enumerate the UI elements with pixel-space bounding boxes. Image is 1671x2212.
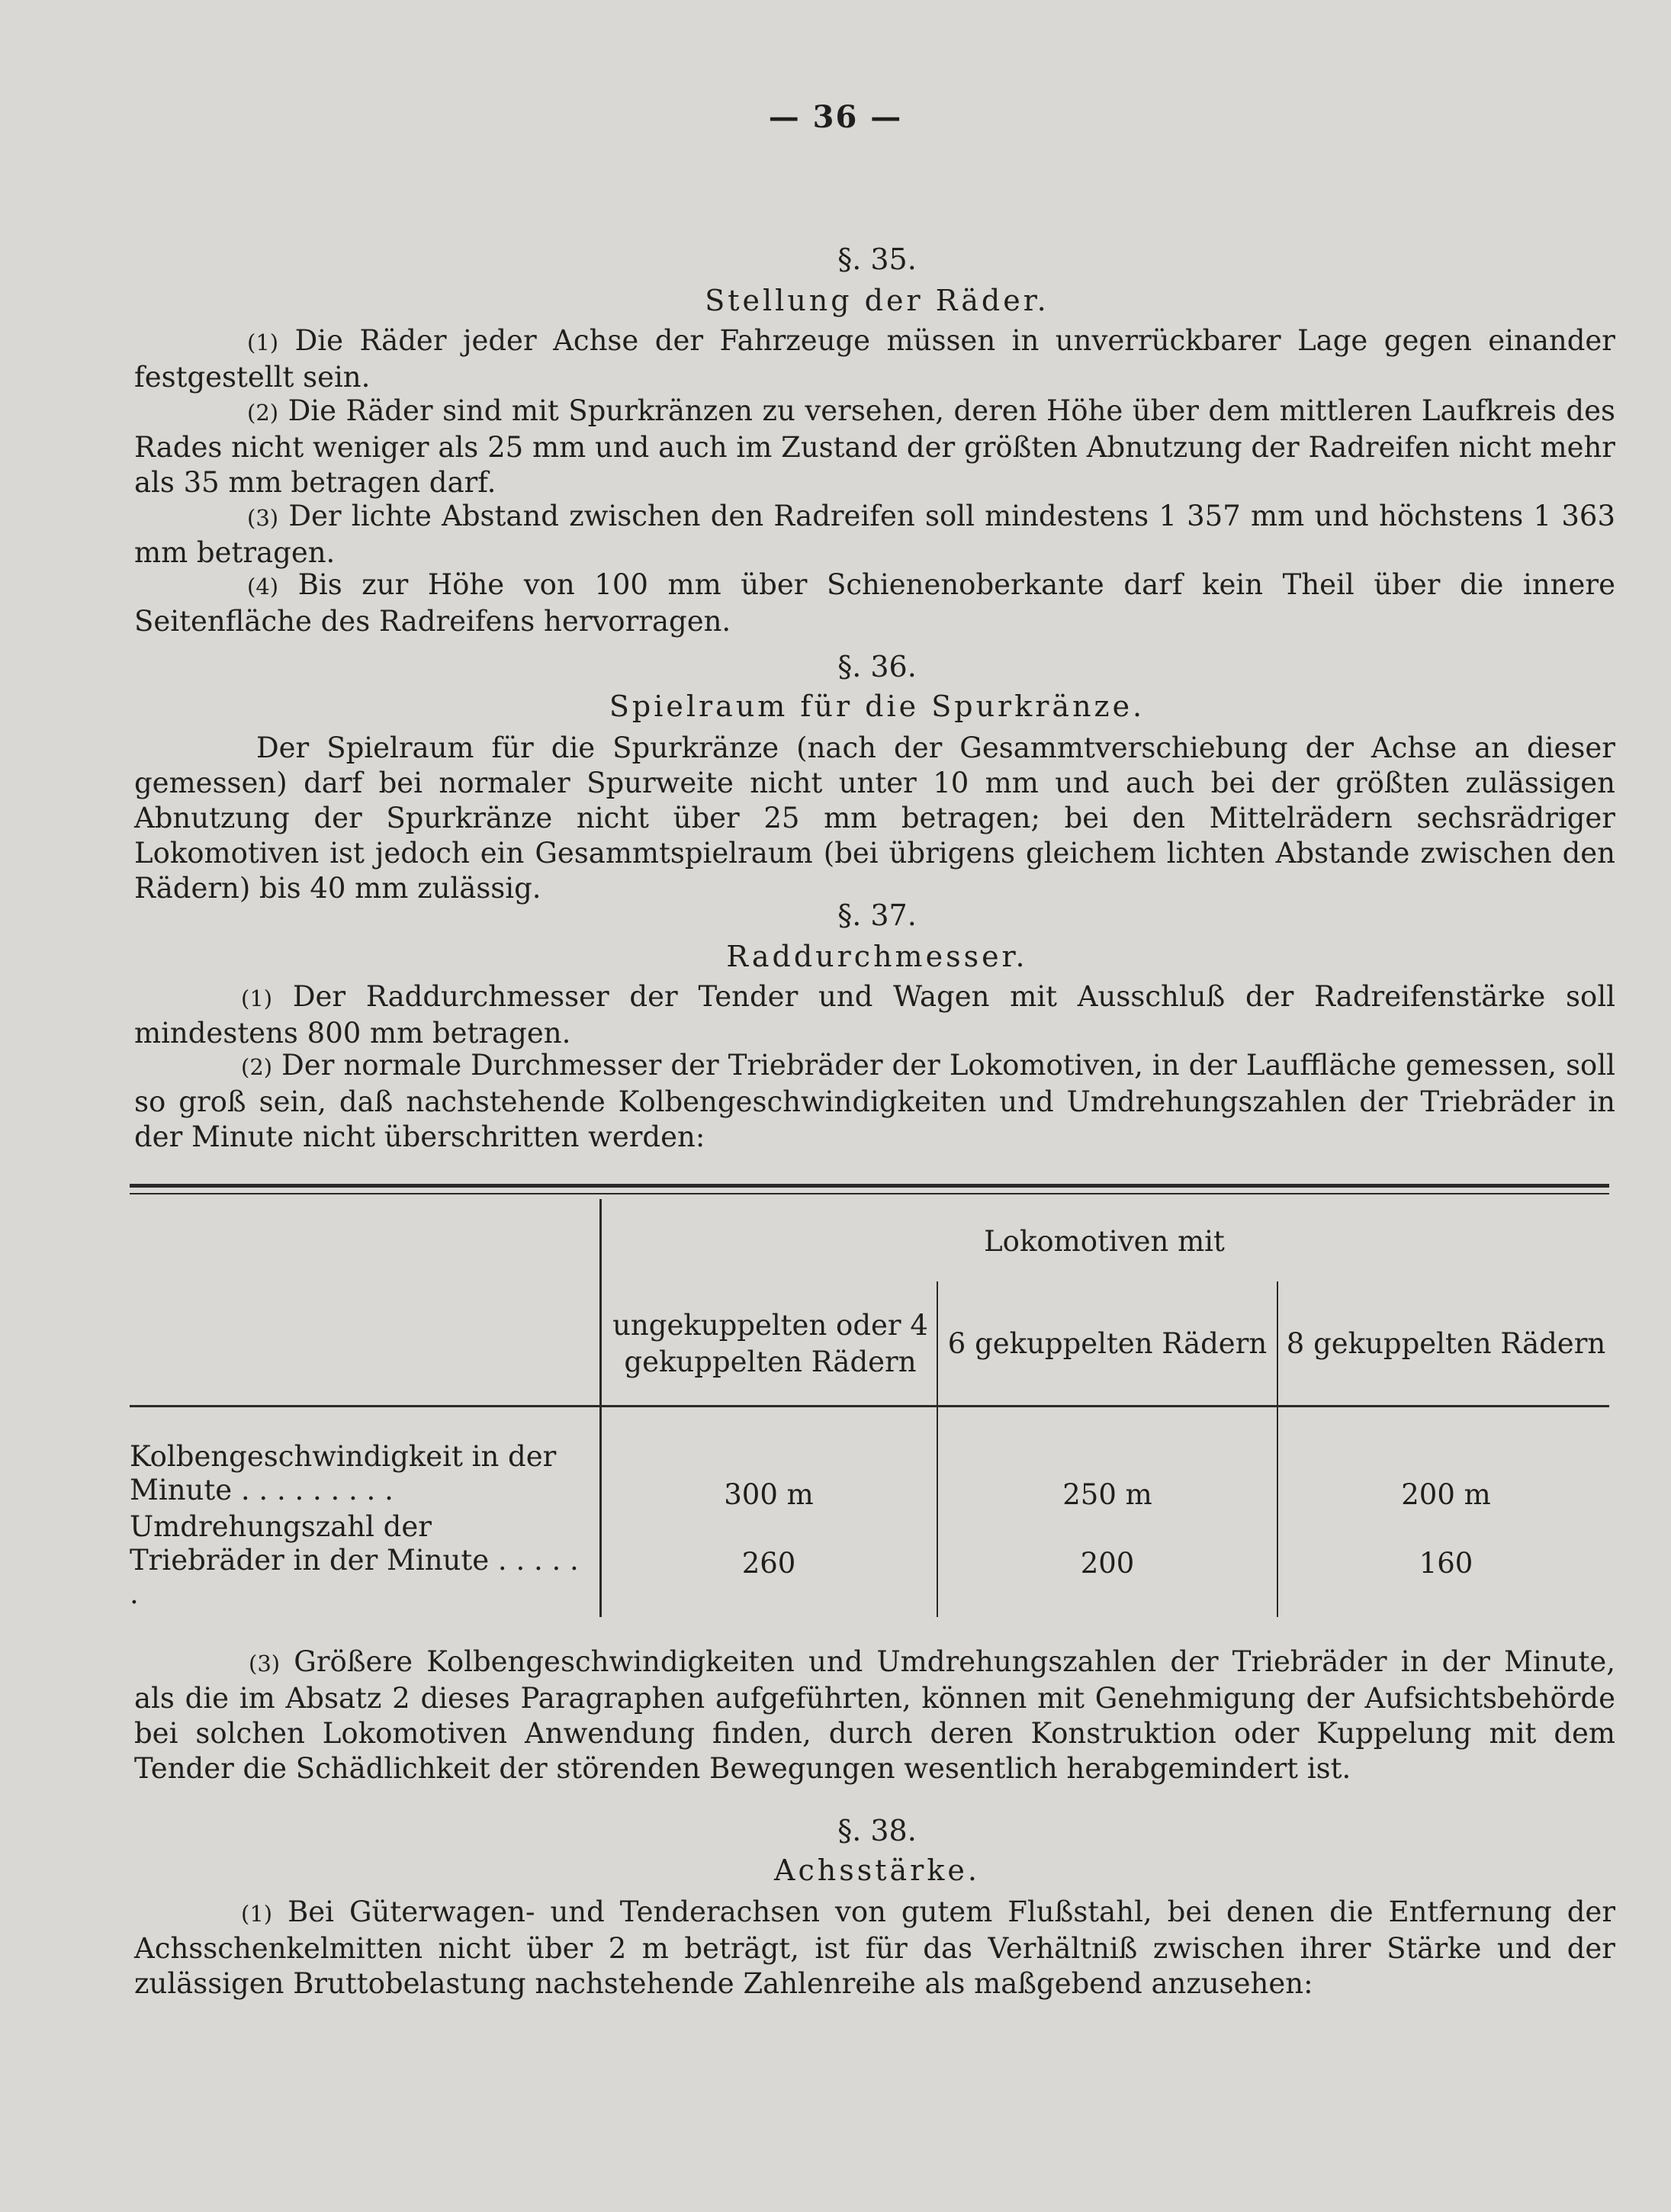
section-38-number: §. 38. [837,1814,917,1847]
table-col2-header: 6 gekuppelten Rädern [947,1327,1268,1360]
section-37-paragraph-1 [134,979,1615,1051]
section-37-paragraph-3 [134,1645,1615,1786]
paragraph-text: Größere Kolbengeschwindigkeiten und Umdrehungszahlen der Triebräder in der Minute, als die im Absatz 2 dieses Paragraphen aufgeführten, können mit Genehmigung der Aufsichtsbehörde bei solchen Lokomotiven Anwendung finden, durch deren Konstruktion oder Kuppelung mit dem Tender die Schädlichkeit der störenden Bewegungen wesentlich herabgemindert ist. [134,1645,1616,1785]
section-38-paragraph-1 [134,1895,1615,2001]
section-35-number: §. 35. [837,243,917,276]
paragraph-text: Der lichte Abstand zwischen den Radreifen soll mindestens 1 357 mm und höchstens 1 363 mm betragen. [134,500,1615,569]
table-row2-col2: 200 [1080,1547,1135,1580]
section-37-title: Raddurchmesser. [726,940,1028,973]
section-36-number: §. 36. [837,650,917,683]
table-header-rule [130,1405,1609,1407]
table-group-header: Lokomotiven mit [984,1225,1225,1258]
section-36-title: Spielraum für die Spurkränze. [609,690,1146,723]
section-35-paragraph-1 [134,323,1615,395]
paragraph-number: (3) [247,505,279,531]
table-row2-col1: 260 [741,1547,796,1580]
table-col1-header: ungekuppelten oder 4 gekuppelten Rädern [612,1309,928,1378]
paragraph-number: (1) [241,1901,273,1927]
section-35-title: Stellung der Räder. [705,284,1049,317]
table-top-rule-thin [130,1193,1609,1194]
table-row1-col2: 250 m [1062,1478,1152,1511]
table-row1-col3: 200 m [1401,1478,1491,1511]
section-38-title: Achsstärke. [774,1854,980,1887]
section-36-paragraph-1: Der Spielraum für die Spurkränze (nach der Gesammtverschiebung der Achse an dieser gemessen) darf bei normaler Spurweite nicht unter 10 mm und auch bei der größten zulässigen Abnutzung der Spurkränze nicht über 25 mm betragen; bei den Mittelrädern sechsrädriger Lokomotiven ist jedoch ein Gesammtspielraum (bei übrigens gleichem lichten Abstande zwischen den Rädern) bis 40 mm zulässig. [134,731,1615,905]
paragraph-text: Bei Güterwagen- und Tenderachsen von gutem Flußstahl, bei denen die Entfernung der Achsschenkelmitten nicht über 2 m beträgt, ist für das Verhältniß zwischen ihrer Stärke und der zulässigen Bruttobelastung nachstehende Zahlenreihe als maßgebend anzusehen: [134,1895,1616,2000]
table-row1-label: Kolbengeschwindigkeit in der Minute . . . . . . . . . [130,1440,557,1506]
section-35-paragraph-2 [134,394,1615,500]
page-number: — 36 — [768,99,903,135]
table-row2-col3: 160 [1419,1547,1473,1580]
paragraph-text: Der normale Durchmesser der Triebräder der Lokomotiven, in der Lauffläche gemessen, soll so groß sein, daß nachstehende Kolbengeschwindigkeiten und Umdrehungszahlen der Triebräder in der Minute nicht überschritten werden: [134,1049,1615,1153]
section-35-paragraph-4 [134,567,1615,639]
table-top-rule [130,1184,1609,1188]
section-37-number: §. 37. [837,899,917,932]
paragraph-text: Bis zur Höhe von 100 mm über Schienenoberkante darf kein Theil über die innere Seitenfläche des Radreifens hervorragen. [134,568,1615,638]
paragraph-text: Der Raddurchmesser der Tender und Wagen mit Ausschluß der Radreifenstärke soll mindestens 800 mm betragen. [134,980,1615,1050]
paragraph-number: (2) [247,400,279,426]
section-35-paragraph-3 [134,499,1615,571]
paragraph-number: (2) [241,1054,273,1080]
section-37-paragraph-2 [134,1048,1615,1155]
paragraph-number: (4) [247,574,279,600]
paragraph-number: (1) [247,330,279,355]
table-row2-label: Umdrehungszahl der Triebräder in der Minute . . . . . . [130,1510,579,1610]
paragraph-text: Die Räder sind mit Spurkränzen zu versehen, deren Höhe über dem mittleren Laufkreis des Rades nicht weniger als 25 mm und auch im Zustand der größten Abnutzung der Radreifen nicht mehr als 35 mm betragen darf. [134,394,1615,499]
table-col3-header: 8 gekuppelten Rädern [1286,1327,1606,1360]
paragraph-number: (3) [249,1651,281,1677]
paragraph-number: (1) [241,985,273,1011]
table-row1-col1: 300 m [724,1478,814,1511]
paragraph-text: Die Räder jeder Achse der Fahrzeuge müssen in unverrückbarer Lage gegen einander festgestellt sein. [134,324,1615,394]
